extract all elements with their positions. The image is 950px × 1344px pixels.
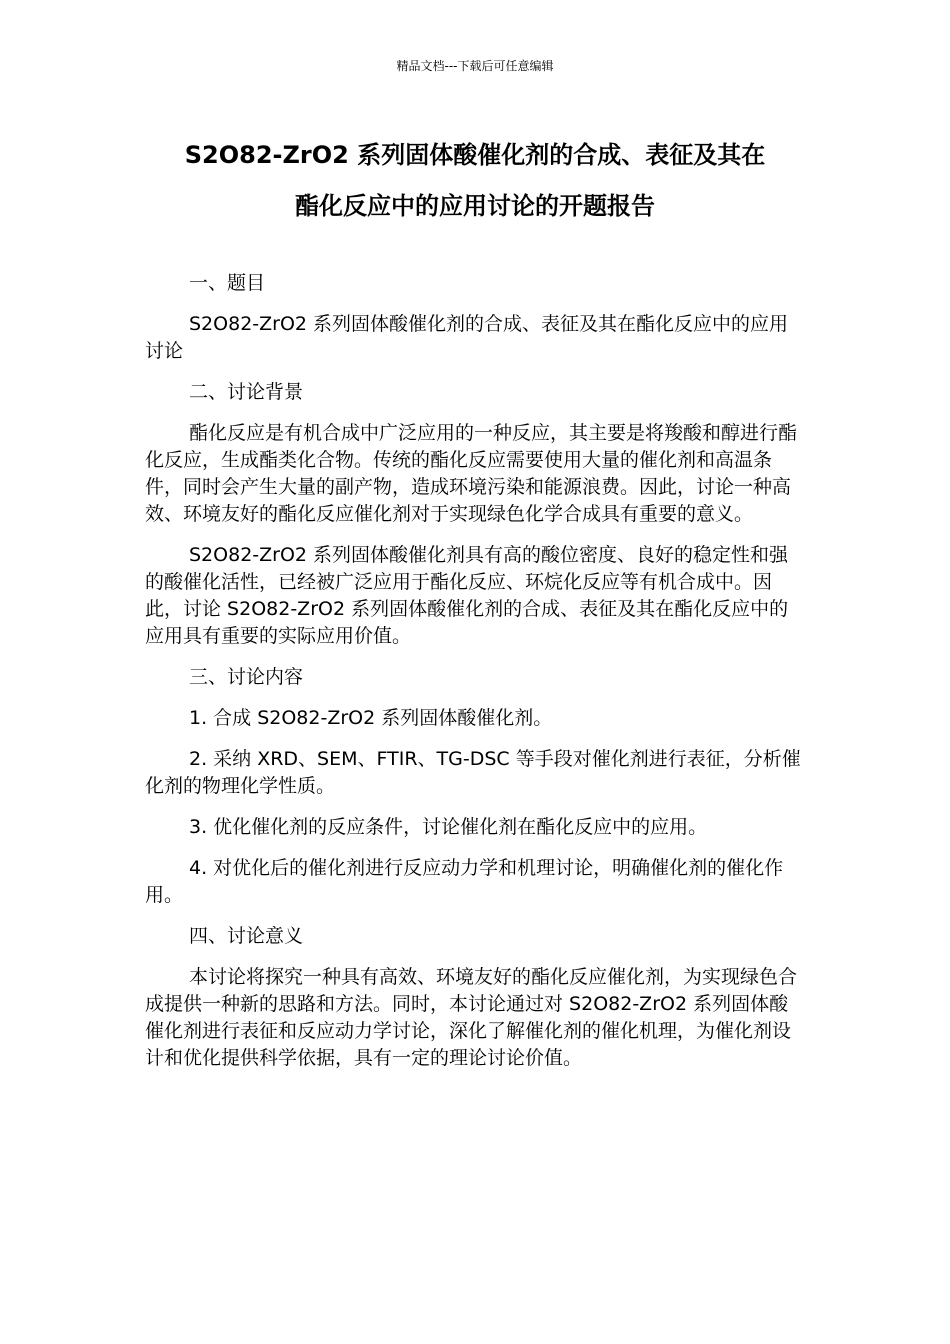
significance-paragraph: 本讨论将探究一种具有高效、环境友好的酯化反应催化剂，为实现绿色合成提供一种新的思路和方法。同时，本讨论通过对 S2O82-ZrO2 系列固体酸催化剂进行表征和反应动力学讨论，深化了解催化剂的催化机理，为催化剂设计和优化提供科学依据，具有一定的理论讨论价值。 bbox=[145, 966, 798, 1069]
title-line-2: 酯化反应中的应用讨论的开题报告 bbox=[295, 192, 655, 220]
section-heading-topic: 一、题目 bbox=[189, 272, 266, 294]
document-title bbox=[120, 130, 830, 232]
content-item-3: 3. 优化催化剂的反应条件，讨论催化剂在酯化反应中的应用。 bbox=[189, 816, 708, 838]
content-item-4: 4. 对优化后的催化剂进行反应动力学和机理讨论，明确催化剂的催化作用。 bbox=[145, 857, 784, 906]
document-body bbox=[145, 270, 805, 1086]
background-paragraph-2: S2O82-ZrO2 系列固体酸催化剂具有高的酸位密度、良好的稳定性和强的酸催化活性，已经被广泛应用于酯化反应、环烷化反应等有机合成中。因此，讨论 S2O82-ZrO2 系列固体酸催化剂的合成、表征及其在酯化反应中的应用具有重要的实际应用价值。 bbox=[145, 544, 789, 647]
section-heading-significance: 四、讨论意义 bbox=[189, 925, 304, 947]
title-line-1: S2O82-ZrO2 系列固体酸催化剂的合成、表征及其在 bbox=[184, 141, 766, 169]
content-item-1: 1. 合成 S2O82-ZrO2 系列固体酸催化剂。 bbox=[189, 707, 553, 729]
section-heading-background: 二、讨论背景 bbox=[189, 381, 304, 403]
section-text-topic: S2O82-ZrO2 系列固体酸催化剂的合成、表征及其在酯化反应中的应用讨论 bbox=[145, 313, 789, 362]
header-note: 精品文档---下载后可任意编辑 bbox=[396, 59, 554, 73]
content-item-2: 2. 采纳 XRD、SEM、FTIR、TG-DSC 等手段对催化剂进行表征，分析催化剂的物理化学性质。 bbox=[145, 748, 801, 797]
section-heading-content: 三、讨论内容 bbox=[189, 666, 304, 688]
background-paragraph-1: 酯化反应是有机合成中广泛应用的一种反应，其主要是将羧酸和醇进行酯化反应，生成酯类化合物。传统的酯化反应需要使用大量的催化剂和高温条件，同时会产生大量的副产物，造成环境污染和能源浪费。因此，讨论一种高效、环境友好的酯化反应催化剂对于实现绿色化学合成具有重要的意义。 bbox=[145, 422, 798, 525]
